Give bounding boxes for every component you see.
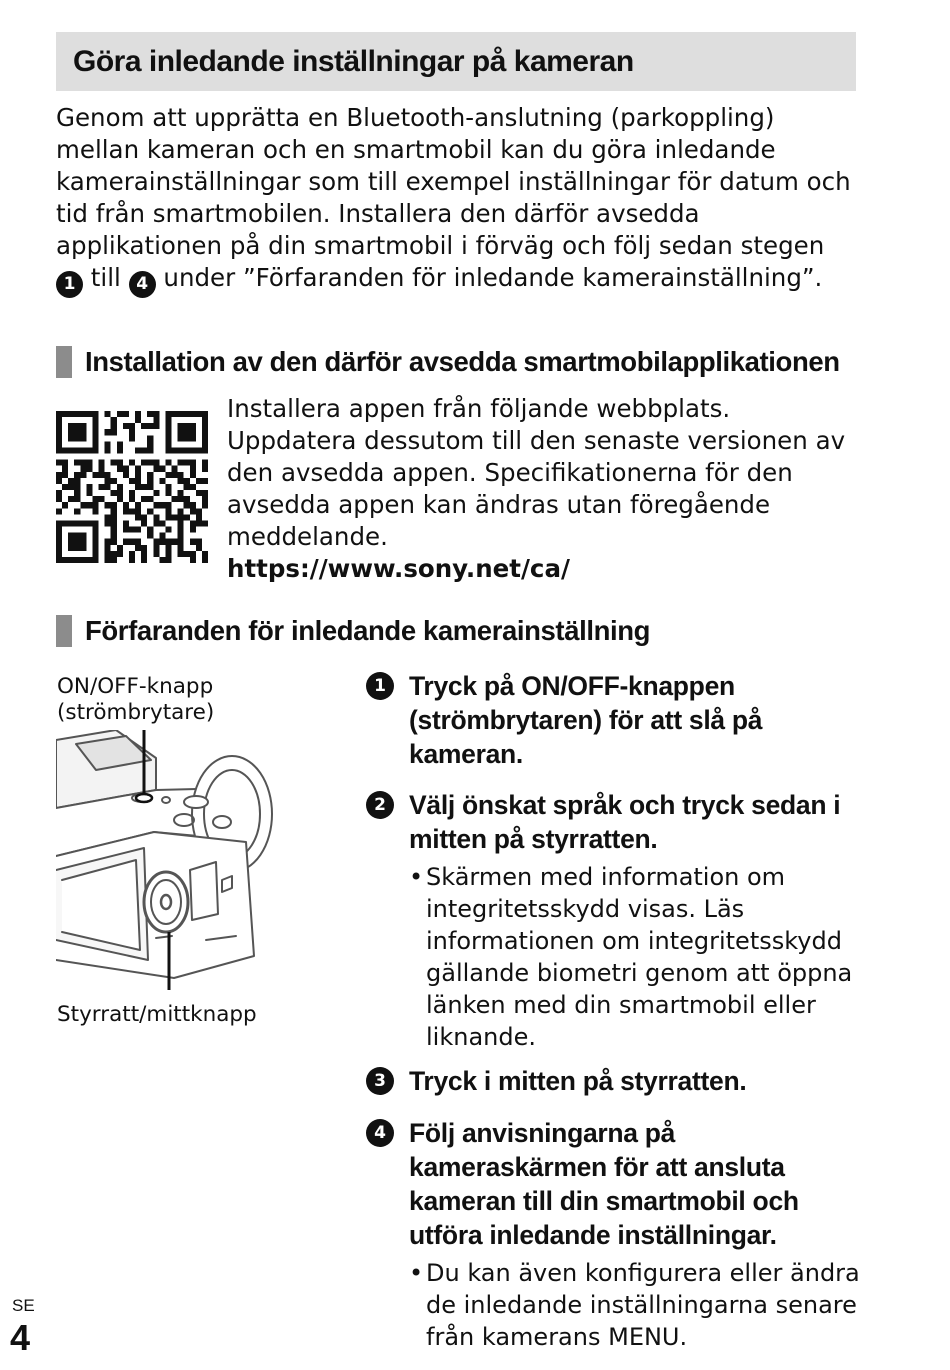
step-4-badge: 4 [129,271,156,298]
app-url[interactable]: https://www.sony.net/ca/ [227,554,570,583]
page-title: Göra inledande inställningar på kameran [56,32,856,91]
step-number: 4 [366,1119,394,1147]
step-text: Följ anvisningarna på kameraskärmen för att ansluta kameran till din smartmobil och utföra inledande inställningar. [409,1118,799,1250]
step-number: 1 [366,672,394,700]
app-install-text: Installera appen från följande webbplats. Uppdatera dessutom till den senaste versionen av den avsedda appen. Specifikationerna för den avsedda appen kan ändras utan föregående meddelande. [227,394,846,551]
camera-illustration [56,730,286,990]
procedure-heading [56,614,906,648]
control-wheel-label: Styrratt/mittknapp [57,1002,257,1027]
note-text: Du kan även konfigurera eller ändra de inledande inställningarna senare från kamerans MENU. [426,1259,860,1351]
note-text: Skärmen med information om integritetsskydd visas. Läs informationen om integritetsskydd gällande biometri genom att öppna länken med din smartmobil eller liknande. [426,863,853,1051]
step-text: Tryck i mitten på styrratten. [409,1066,747,1096]
intro-text-till: till [90,263,121,292]
step-1-badge: 1 [56,271,83,298]
intro-text-1: Genom att upprätta en Bluetooth-anslutning (parkoppling) mellan kameran och en smartmobil kan du göra inledande kamerainställningar som till exempel inställningar för datum och tid från smartmobilen. Installera den därför avsedda applikationen på din smartmobil i förväg och följ sedan stegen [56,103,851,260]
app-section-title: Installation av den därför avsedda smartmobilapplikationen [85,346,840,377]
intro-text-2: under ”Förfaranden för inledande kamerainställning”. [163,263,823,292]
step-number: 2 [366,791,394,819]
page-number: 4 [10,1317,31,1358]
bullet-icon: • [409,1259,424,1287]
procedure-title: Förfaranden för inledande kamerainställning [85,615,650,646]
app-section-heading [56,345,906,379]
heading-marker [56,346,72,378]
camera-figure [56,672,346,1032]
step-text: Tryck på ON/OFF-knappen (strömbrytaren) för att slå på kameran. [409,671,763,769]
step-number: 3 [366,1067,394,1095]
intro-paragraph [56,102,856,298]
heading-marker [56,615,72,647]
on-off-label-1: ON/OFF-knapp [57,674,214,699]
qr-code [56,411,208,563]
step-text: Välj önskat språk och tryck sedan i mitten på styrratten. [409,790,841,854]
on-off-label-2: (strömbrytare) [57,700,215,725]
bullet-icon: • [409,863,424,891]
page-language: SE [12,1296,35,1315]
